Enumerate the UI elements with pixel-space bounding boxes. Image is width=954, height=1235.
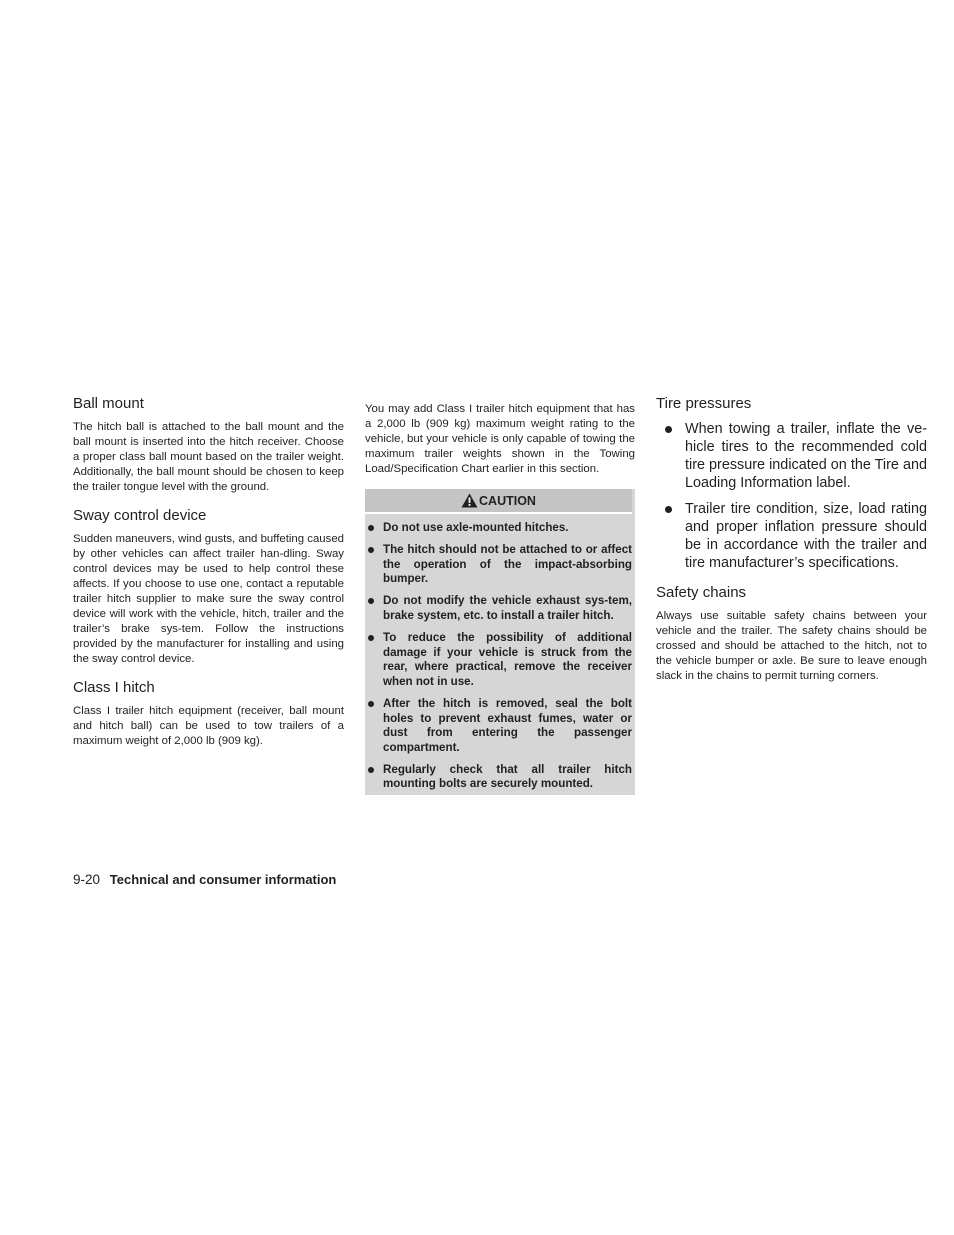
left-column bbox=[73, 395, 344, 761]
class-hitch-text: Class I trailer hitch equipment (receiver, ball mount and hitch ball) can be used to tow trailers of a maximum weight of 2,000 lb (909 kg). bbox=[73, 705, 344, 747]
bullet-icon bbox=[368, 525, 374, 531]
tire-pressure-item-text: Trailer tire condition, size, load rating and proper inflation pressure should be in accordance with the trailer and tire manufacturer’s specifications. bbox=[685, 501, 927, 571]
bullet-icon bbox=[665, 426, 672, 433]
tire-pressure-item bbox=[656, 500, 927, 572]
caution-item bbox=[365, 697, 632, 755]
warning-triangle-icon bbox=[461, 493, 478, 508]
caution-list bbox=[365, 514, 632, 792]
bullet-icon bbox=[368, 701, 374, 707]
page-footer bbox=[73, 872, 336, 888]
tire-pressure-item bbox=[656, 420, 927, 492]
caution-title: CAUTION bbox=[479, 493, 536, 508]
middle-column bbox=[365, 402, 635, 795]
bullet-icon bbox=[368, 598, 374, 604]
caution-item bbox=[365, 543, 632, 587]
caution-item-text: Do not modify the vehicle exhaust sys-tem, brake system, etc. to install a trailer hitch. bbox=[383, 594, 632, 622]
caution-item-text: After the hitch is removed, seal the bolt holes to prevent exhaust fumes, water or dust from entering the passenger compartment. bbox=[383, 696, 632, 754]
bullet-icon bbox=[665, 506, 672, 513]
caution-item bbox=[365, 521, 632, 536]
caution-item bbox=[365, 763, 632, 792]
sway-control-text: Sudden maneuvers, wind gusts, and buffeting caused by other vehicles can affect trailer han-dling. Sway control devices may be used to help control these affects. If you choose to use one, contact a reputable trailer hitch supplier to make sure the sway control device will work with the vehicle, hitch, trailer and the trailer’s brake sys-tem. Follow the instructions provided by the manufacturer for installing and using the sway control device. bbox=[73, 533, 344, 665]
tire-pressures-list bbox=[656, 420, 927, 572]
right-column bbox=[656, 395, 927, 696]
hitch-intro-text: You may add Class I trailer hitch equipment that has a 2,000 lb (909 kg) maximum weight rating to the vehicle, but your vehicle is only capable of towing the maximum trailer weights shown in the Towing Load/Specification Chart earlier in this section. bbox=[365, 403, 635, 475]
bullet-icon bbox=[368, 635, 374, 641]
caution-item-text: Regularly check that all trailer hitch mounting bolts are securely mounted. bbox=[383, 762, 632, 791]
section-title: Technical and consumer information bbox=[109, 872, 337, 887]
caution-item-text: To reduce the possibility of additional damage if your vehicle is struck from the rear, where practical, remove the receiver when not in use. bbox=[383, 631, 632, 688]
class-hitch-heading: Class I hitch bbox=[73, 679, 155, 696]
safety-chains-text: Always use suitable safety chains between your vehicle and the trailer. The safety chains should be crossed and should be attached to the hitch, not to the vehicle bumper or axle. Be sure to leave enough slack in the chains to permit turning corners. bbox=[656, 610, 927, 682]
tire-pressures-heading: Tire pressures bbox=[656, 395, 752, 412]
caution-item bbox=[365, 594, 632, 623]
caution-item-text: The hitch should not be attached to or affect the operation of the impact-absorbing bumper. bbox=[383, 543, 632, 586]
ball-mount-heading: Ball mount bbox=[73, 395, 144, 412]
ball-mount-text: The hitch ball is attached to the ball mount and the ball mount is inserted into the hitch receiver. Choose a proper class ball mount based on the trailer weight. Additionally, the ball mount should be chosen to keep the trailer tongue level with the ground. bbox=[73, 421, 344, 493]
bullet-icon bbox=[368, 767, 374, 773]
sway-control-heading: Sway control device bbox=[73, 507, 207, 524]
bullet-icon bbox=[368, 547, 374, 553]
caution-header bbox=[365, 489, 632, 514]
caution-item bbox=[365, 631, 632, 689]
caution-box bbox=[365, 489, 635, 795]
caution-item-text: Do not use axle-mounted hitches. bbox=[383, 521, 569, 534]
tire-pressure-item-text: When towing a trailer, inflate the ve-hicle tires to the recommended cold tire pressure indicated on the Tire and Loading Information label. bbox=[685, 421, 927, 491]
safety-chains-heading: Safety chains bbox=[656, 584, 747, 601]
page-number: 9-20 bbox=[73, 872, 101, 887]
